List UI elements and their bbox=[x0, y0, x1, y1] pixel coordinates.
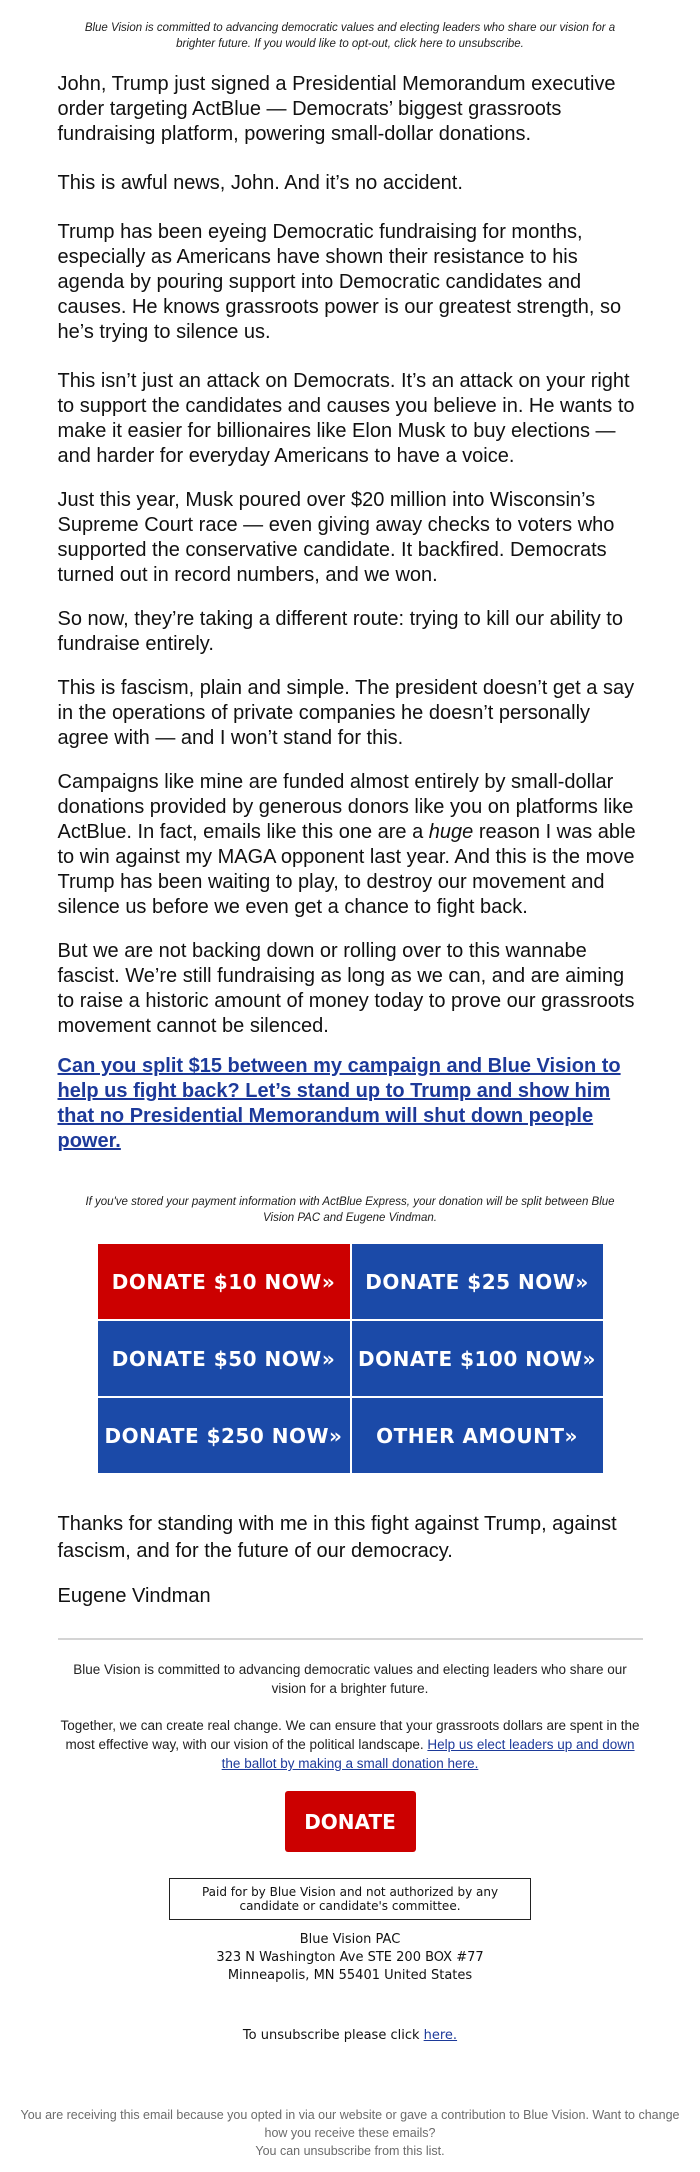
other-amount-button[interactable]: OTHER AMOUNT» bbox=[352, 1398, 603, 1473]
body-paragraph: This is fascism, plain and simple. The president doesn’t get a say in the operations of private companies he doesn’t personally agree with — and I won’t stand for this. bbox=[57, 677, 635, 749]
legal-notice bbox=[10, 2106, 690, 2160]
body-paragraph: Trump has been eyeing Democratic fundraising for months, especially as Americans have shown their resistance to his agenda by pouring support into Democratic candidates and causes. He knows grassroots power is our greatest strength, so he’s trying to silence us. bbox=[57, 221, 622, 343]
donate-50-button[interactable]: DONATE $50 NOW» bbox=[98, 1321, 350, 1396]
footer-donate-button[interactable]: DONATE bbox=[285, 1791, 416, 1852]
paid-for-disclaimer: Paid for by Blue Vision and not authorized by any candidate or candidate's committee. bbox=[169, 1878, 531, 1920]
footer-info bbox=[58, 1660, 643, 1773]
body-paragraph: But we are not backing down or rolling over to this wannabe fascist. We’re still fundraising as long as we can, and are aiming to raise a historic amount of money today to prove our grassroots movement cannot be silenced. bbox=[57, 940, 635, 1037]
footer-mission: Blue Vision is committed to advancing democratic values and electing leaders who share our vision for a brighter future. bbox=[73, 1662, 627, 1696]
unsubscribe-text: To unsubscribe please click bbox=[242, 2028, 424, 2043]
donate-250-button[interactable]: DONATE $250 NOW» bbox=[98, 1398, 350, 1473]
body-paragraph bbox=[58, 770, 643, 920]
split-donation-link[interactable]: Can you split $15 between my campaign and Blue Vision to help us fight back? Let’s stand up to Trump and show him that no Presidential Memorandum will shut down people power. bbox=[57, 1055, 621, 1152]
thanks-paragraph: Thanks for standing with me in this fight against Trump, against fascism, and for the future of our democracy. bbox=[57, 1513, 617, 1562]
actblue-express-note: If you've stored your payment information with ActBlue Express, your donation will be split between Blue Vision PAC and Eugene Vindman. bbox=[85, 1196, 615, 1224]
donate-button-grid bbox=[98, 1244, 603, 1473]
address-line: Minneapolis, MN 55401 United States bbox=[227, 1968, 473, 1983]
donate-100-button[interactable]: DONATE $100 NOW» bbox=[352, 1321, 603, 1396]
legal-text: You are receiving this email because you opted in via our website or gave a contribution to Blue Vision. Want to change how you receive these emails? bbox=[20, 2108, 680, 2140]
unsubscribe-link[interactable]: here. bbox=[423, 2028, 458, 2043]
emphasis-text: huge bbox=[428, 821, 474, 843]
unsubscribe-line bbox=[0, 2028, 700, 2043]
small-donation-link[interactable]: Help us elect leaders up and down the ballot by making a small donation here. bbox=[221, 1737, 635, 1771]
mailing-address bbox=[0, 1931, 700, 1985]
footer-together bbox=[58, 1716, 643, 1773]
footer-divider bbox=[58, 1638, 643, 1640]
body-paragraph: John, Trump just signed a Presidential Memorandum executive order targeting ActBlue — Democrats’ biggest grassroots fundraising platform, powering small-dollar donations. bbox=[57, 73, 616, 145]
email-body bbox=[58, 72, 643, 1154]
preheader-text[interactable]: Blue Vision is committed to advancing democratic values and electing leaders who share our vision for a brighter future. If you would like to opt-out, click here to unsubscribe. bbox=[84, 22, 616, 50]
body-paragraph: So now, they’re taking a different route: trying to kill our ability to fundraise entirely. bbox=[57, 608, 623, 655]
footer-together-text: Together, we can create real change. We can ensure that your grassroots dollars are spent in the most effective way, with our vision of the political landscape. bbox=[60, 1718, 640, 1752]
body-paragraph: This isn’t just an attack on Democrats. It’s an attack on your right to support the candidates and causes you believe in. He wants to make it easier for billionaires like Elon Musk to buy elections — and harder for everyday Americans to have a voice. bbox=[57, 370, 635, 467]
unsubscribe-list-link[interactable]: You can unsubscribe from this list. bbox=[255, 2144, 445, 2158]
body-text-part: Campaigns like mine are funded almost entirely by small-dollar donations provided by generous donors like you on platforms like ActBlue. In fact, emails like this one are a bbox=[57, 771, 634, 843]
closing-section bbox=[58, 1511, 643, 1610]
body-text-part: reason I was able to win against my MAGA opponent last year. And this is the move Trump has been waiting to play, to destroy our movement and silence us before we even get a chance to fight back. bbox=[57, 821, 636, 918]
donate-25-button[interactable]: DONATE $25 NOW» bbox=[352, 1244, 603, 1319]
signature: Eugene Vindman bbox=[57, 1585, 211, 1607]
donate-10-button[interactable]: DONATE $10 NOW» bbox=[98, 1244, 350, 1319]
body-paragraph: This is awful news, John. And it’s no accident. bbox=[57, 172, 463, 194]
body-paragraph: Just this year, Musk poured over $20 million into Wisconsin’s Supreme Court race — even giving away checks to voters who supported the conservative candidate. It backfired. Democrats turned out in record numbers, and we won. bbox=[57, 489, 615, 586]
org-name: Blue Vision PAC bbox=[299, 1932, 401, 1947]
address-line: 323 N Washington Ave STE 200 BOX #77 bbox=[216, 1950, 484, 1965]
